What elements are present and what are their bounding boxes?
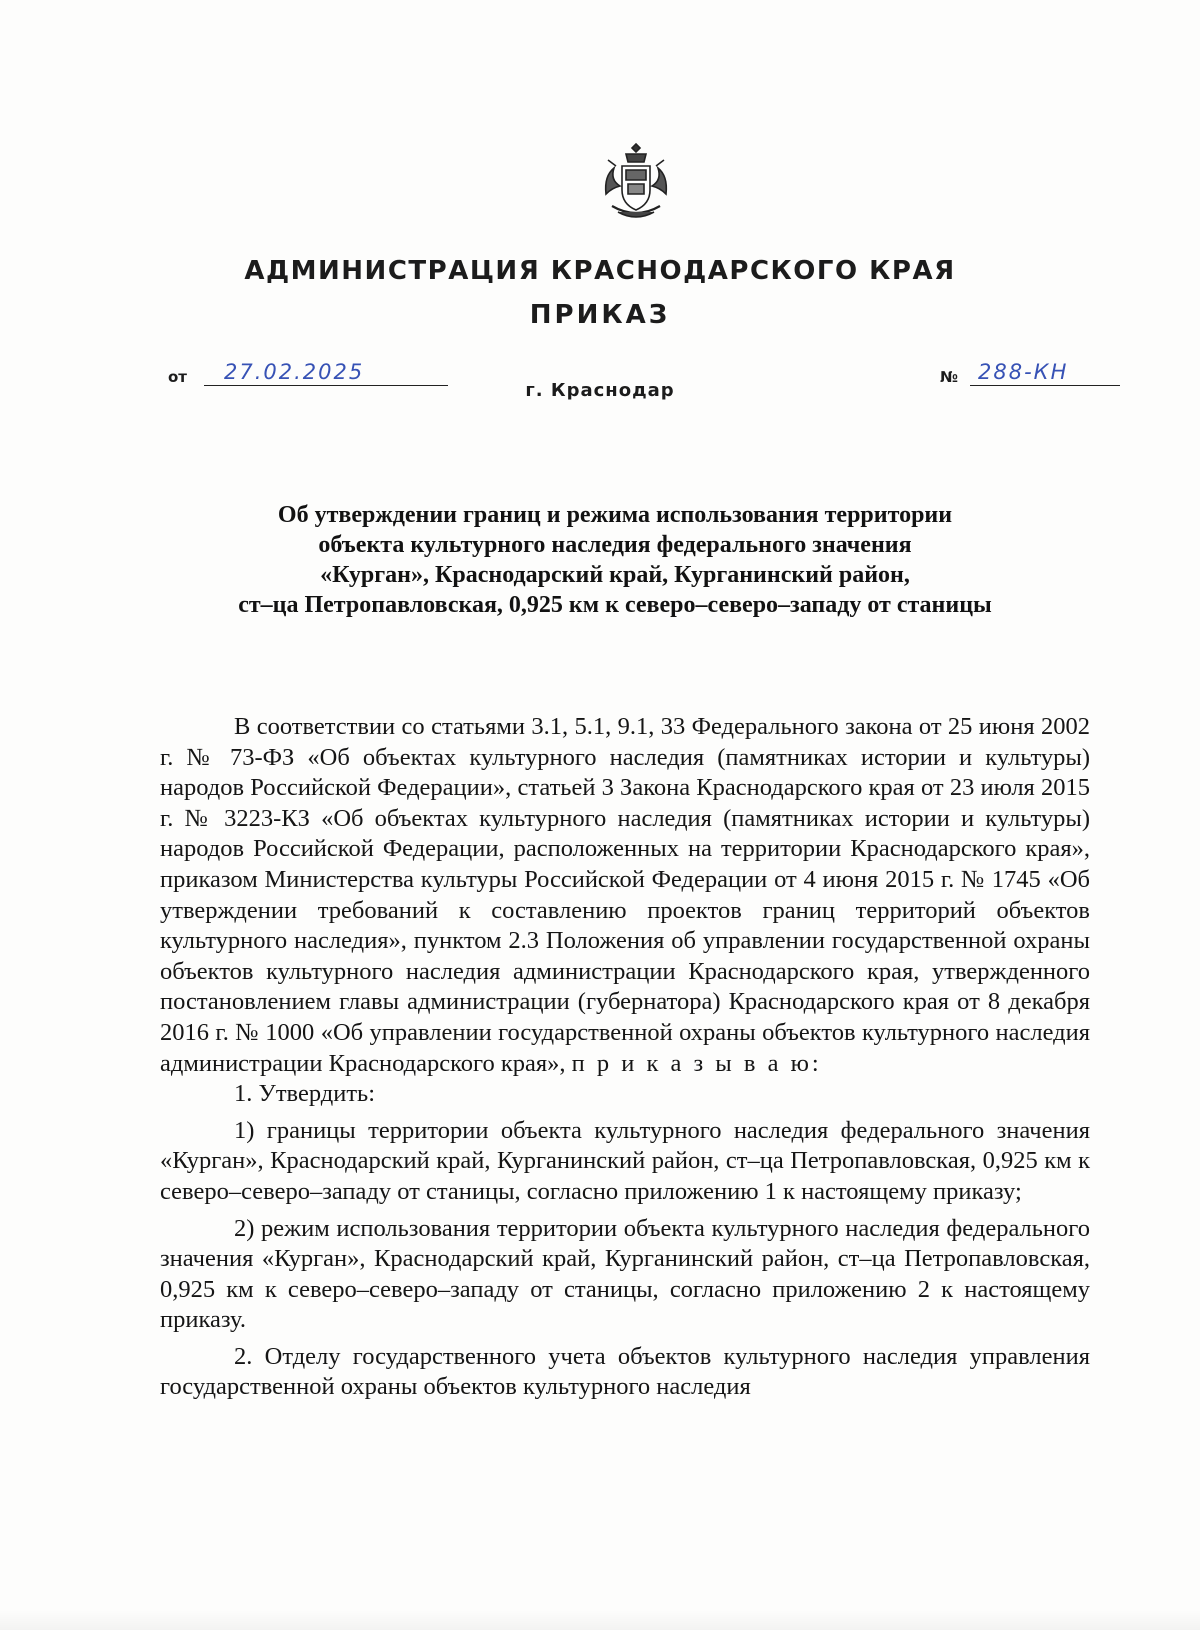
organization-title: АДМИНИСТРАЦИЯ КРАСНОДАРСКОГО КРАЯ <box>244 256 956 286</box>
number-label: № <box>940 368 959 386</box>
subject-line: ст–ца Петропавловская, 0,925 км к северо–северо–западу от станицы <box>238 592 992 618</box>
scan-edge <box>0 1610 1200 1630</box>
subject-line: «Курган», Краснодарский край, Курганинский район, <box>320 562 910 588</box>
item-1-1: 1) границы территории объекта культурного наследия федерального значения «Курган», Краснодарский край, Курганинский район, ст–ца Петропавловская, 0,925 км к северо–северо–западу от станицы, согласно приложению 1 к настоящему приказу; <box>160 1116 1090 1205</box>
item-1: 1. Утвердить: <box>234 1080 376 1108</box>
subject-line: объекта культурного наследия федерального значения <box>318 532 912 558</box>
preamble-paragraph <box>160 712 1090 1079</box>
number-value: 288-КН <box>978 360 1069 384</box>
order-word: п р и к а з ы в а ю: <box>571 1049 822 1077</box>
item-1-2: 2) режим использования территории объекта культурного наследия федерального значения «Курган», Краснодарский край, Курганинский район, ст–ца Петропавловская, 0,925 км к северо–северо–западу от станицы, согласно приложению 2 к настоящему приказу. <box>160 1214 1090 1334</box>
item-2: 2. Отделу государственного учета объектов культурного наследия управления государственной охраны объектов культурного наследия <box>160 1342 1090 1401</box>
coat-of-arms-icon <box>600 140 672 226</box>
subject-line: Об утверждении границ и режима использования территории <box>277 502 953 528</box>
document-body <box>160 712 1090 1403</box>
date-label: от <box>168 368 187 386</box>
document-type: ПРИКАЗ <box>529 300 671 330</box>
document-subject <box>150 500 1080 620</box>
date-value: 27.02.2025 <box>224 360 365 384</box>
city: г. Краснодар <box>525 380 675 401</box>
preamble-text: В соответствии со статьями 3.1, 5.1, 9.1, 33 Федерального закона от 25 июня 2002 г. № 73-ФЗ «Об объектах культурного наследия (памятниках истории и культуры) народов Российской Федерации», статьей 3 Закона Краснодарского края от 23 июля 2015 г. № 3223-КЗ «Об объектах культурного наследия (памятниках истории и культуры) народов Российской Федерации, расположенных на территории Краснодарского края», приказом Министерства культуры Российской Федерации от 4 июня 2015 г. № 1745 «Об утверждении требований к составлению проектов границ территорий объектов культурного наследия», пунктом 2.3 Положения об управлении государственной охраны объектов культурного наследия администрации Краснодарского края, утвержденного постановлением главы администрации (губернатора) Краснодарского края от 8 декабря 2016 г. № 1000 «Об управлении государственной охраны объектов культурного наследия администрации Краснодарского края», <box>160 713 1090 1077</box>
